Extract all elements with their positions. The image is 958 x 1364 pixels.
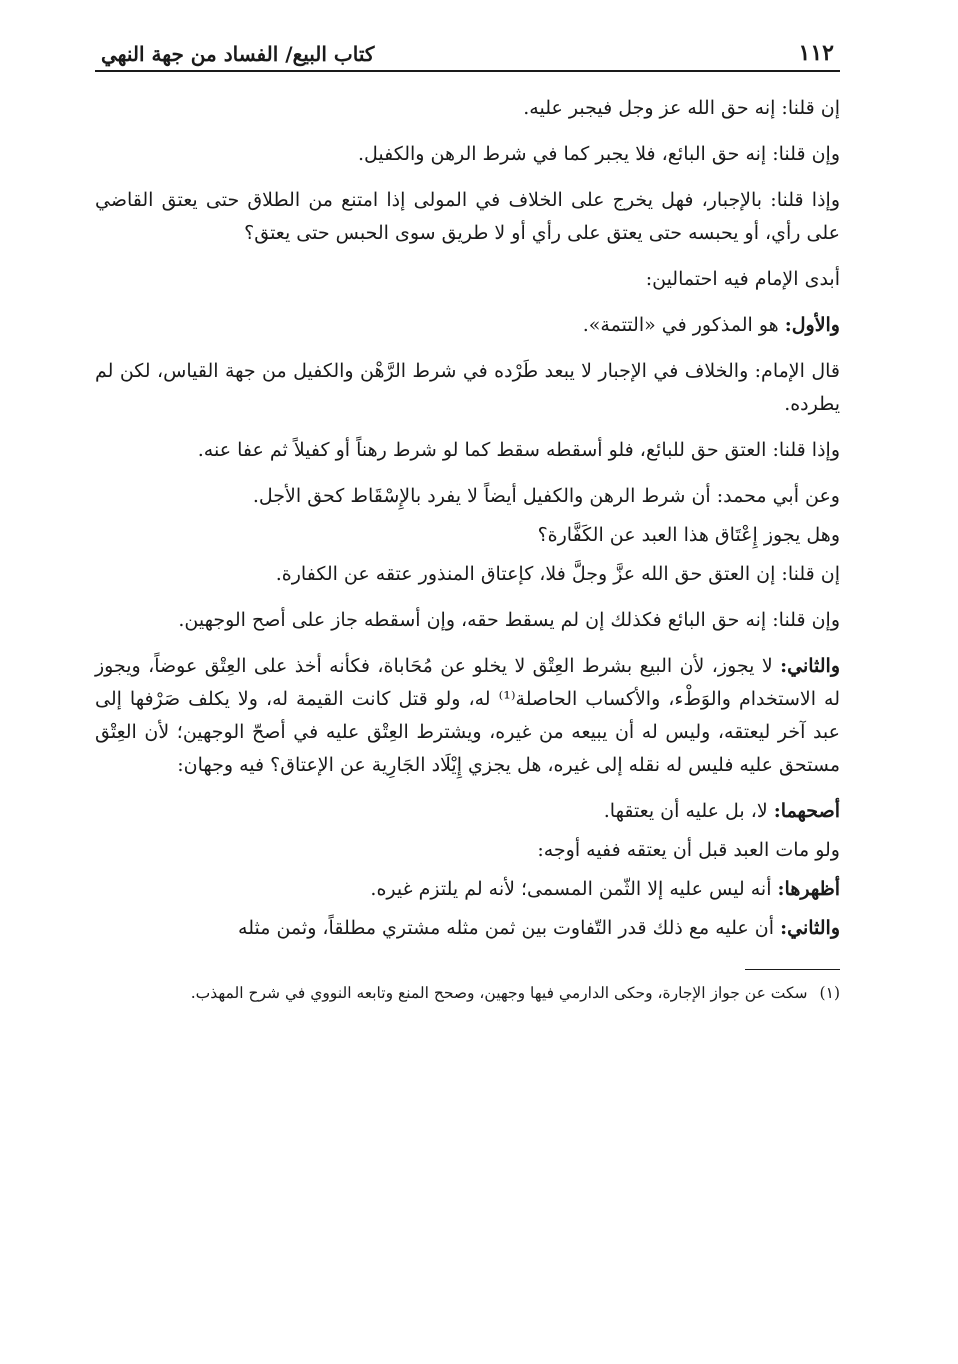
running-title: كتاب البيع/ الفساد من جهة النهي <box>101 42 375 66</box>
paragraph: والثاني: لا يجوز، لأن البيع بشرط العِتْق لا يخلو عن مُحَاباة، فكأنه أخذ على العِتْق عوضاً، ويجوز له الاستخدام والوَطْء، والأكساب الحاصلة⁽¹⁾ له، ولو قتل كانت القيمة له، ولا يكلف صَرْفها إلى عبد آخر ليعتقه، وليس له أن يبيعه من غيره، ويشترط العِتْق عليه في أصحّ الوجهين؛ لأن العِتْق مستحق عليه فليس له نقله إلى غيره، هل يجزي إِيْلَاد الجَارِية عن الإعتاق؟ فيه وجهان: <box>95 655 840 776</box>
paragraph: وإذا قلنا: العتق حق للبائع، فلو أسقطه سقط كما لو شرط رهناً أو كفيلاً ثم عفا عنه. <box>197 439 840 461</box>
paragraph: وإن قلنا: إنه حق البائع فكذلك إن لم يسقط حقه، وإن أسقطه جاز على أصح الوجهين. <box>178 609 840 631</box>
paragraph: وهل يجوز إِعْتَاق هذا العبد عن الكَفَّارة؟ <box>537 524 840 546</box>
footnote-text: سكت عن جواز الإجارة، وحكى الدارمي فيها وجهين، وصحح المنع وتابعه النووي في شرح المهذب. <box>190 984 808 1002</box>
footnote-number: (١) <box>819 984 840 1002</box>
paragraph: أظهرها: أنه ليس عليه إلا الثّمن المسمى؛ لأنه لم يلتزم غيره. <box>370 878 840 900</box>
paragraph: وعن أبي محمد: أن شرط الرهن والكفيل أيضاً لا يفرد بالإِسْقَاط كحق الأجل. <box>252 485 840 507</box>
paragraph: والثاني: أن عليه مع ذلك قدر التّفاوت بين ثمن مثله مشتري مطلقاً، وثمن مثله <box>238 917 840 939</box>
paragraph: إن قلنا: إنه حق الله عز وجل فيجبر عليه. <box>523 97 840 119</box>
paragraph: إن قلنا: إن العتق حق الله عزَّ وجلَّ فلا، كإعتاق المنذور عتقه عن الكفارة. <box>275 563 840 585</box>
footnote <box>95 980 840 1007</box>
page-number: ١١٢ <box>798 40 834 66</box>
footnote-divider <box>745 969 840 970</box>
paragraph-lead: أظهرها: <box>777 878 840 900</box>
paragraph: أبدى الإمام فيه احتمالين: <box>645 268 840 290</box>
paragraph-lead: والثاني: <box>780 655 840 677</box>
paragraph: أصحهما: لا، بل عليه أن يعتقها. <box>603 800 840 822</box>
paragraph: وإن قلنا: إنه حق البائع، فلا يجبر كما في شرط الرهن والكفيل. <box>357 143 840 165</box>
paragraph: ولو مات العبد قبل أن يعتقه ففيه أوجه: <box>537 839 840 861</box>
book-page <box>95 30 840 1330</box>
paragraph: والأول: هو المذكور في «التتمة». <box>582 314 840 336</box>
page-header <box>95 30 840 72</box>
paragraph-lead: والأول: <box>784 314 840 336</box>
main-text <box>95 92 840 945</box>
paragraph: وإذا قلنا: بالإجبار، فهل يخرج على الخلاف في المولى إذا امتنع من الطلاق حتى يعتق القاضي على رأي، أو يحبسه حتى يعتق على رأي أو لا طريق سوى الحبس حتى يعتق؟ <box>95 189 840 244</box>
paragraph: قال الإمام: والخلاف في الإجبار لا يبعد طَرْده في شرط الرَّهْن والكفيل من جهة القياس، لكن لم يطرده. <box>95 360 840 415</box>
paragraph-lead: أصحهما: <box>773 800 840 822</box>
paragraph-lead: والثاني: <box>780 917 840 939</box>
